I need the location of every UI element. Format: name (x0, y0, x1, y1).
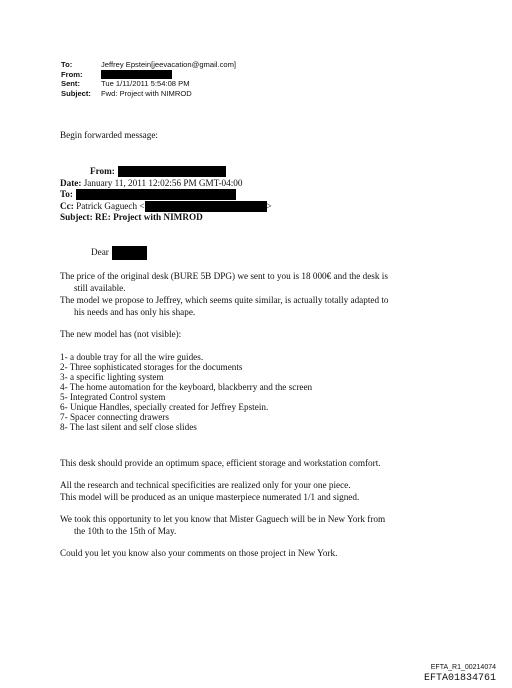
header-to-label: To: (61, 60, 73, 69)
fwd-date-value: January 11, 2011 12:02:56 PM GMT-04:00 (83, 177, 243, 188)
header-sent-value: Tue 1/11/2011 5:54:08 PM (101, 79, 190, 89)
fwd-date-row (60, 178, 272, 190)
list-item: 4- The home automation for the keyboard, blackberry and the screen (60, 382, 313, 392)
header-subject-label: Subject: (61, 88, 91, 98)
paragraph-visit (60, 514, 460, 537)
fwd-date-label: Date: (60, 177, 82, 188)
paragraph-comments: Could you let you know also your comments on those project in New York. (60, 548, 338, 558)
list-item: 6- Unique Handles, specially created for Jeffrey Epstein. (60, 402, 269, 412)
fwd-subject-row (60, 212, 272, 224)
paragraph-line: The price of the original desk (BURE 5B DPG) we sent to you is 18 000€ and the desk is (60, 271, 388, 281)
list-item: 3- a specific lighting system (60, 372, 164, 382)
fwd-subject-label: Subject: (60, 212, 93, 222)
redaction-box (118, 166, 226, 177)
fwd-cc-row (60, 201, 272, 213)
paragraph-price (60, 270, 460, 318)
header-to-row (61, 60, 236, 70)
fwd-from-row (60, 166, 272, 178)
email-header (61, 60, 236, 98)
paragraph-line: still available. (74, 283, 126, 293)
document-reference-small: EFTA_R1_00214074 (430, 664, 496, 671)
forwarded-header (60, 166, 272, 224)
redaction-box (145, 201, 267, 212)
list-item: 1- a double tray for all the wire guides. (60, 352, 204, 362)
redaction-box (101, 70, 172, 79)
list-item: 2- Three sophisticated storages for the documents (60, 362, 243, 372)
paragraph-line: his needs and has only his shape. (74, 307, 196, 317)
forward-intro: Begin forwarded message: (60, 130, 158, 140)
paragraph-line: The model we propose to Jeffrey, which seems quite similar, is actually totally adapted to (60, 295, 389, 305)
header-from-row (61, 70, 236, 80)
fwd-cc-close: > (266, 200, 272, 211)
redaction-box (112, 246, 147, 260)
header-subject-row (61, 89, 236, 99)
list-item: 8- The last silent and self close slides (60, 422, 197, 432)
feature-list (60, 352, 312, 432)
paragraph-comfort: This desk should provide an optimum space, efficient storage and workstation comfort. (60, 458, 381, 468)
paragraph-line: the 10th to the 15th of May. (74, 525, 177, 536)
paragraph-line: All the research and technical specificities are realized only for your one piece. (60, 480, 351, 490)
redaction-box (76, 189, 236, 200)
salutation-text: Dear (91, 247, 109, 258)
list-item: 5- Integrated Control system (60, 392, 166, 402)
fwd-to-label: To: (60, 189, 73, 199)
paragraph-line: This model will be produced as an unique masterpiece numerated 1/1 and signed. (60, 491, 360, 502)
paragraph-research (60, 480, 460, 503)
fwd-from-label: From: (90, 166, 115, 176)
salutation (91, 246, 147, 260)
document-reference-bates: EFTA01834761 (423, 673, 496, 684)
fwd-subject-value: RE: Project with NIMROD (94, 212, 203, 222)
paragraph-line: We took this opportunity to let you know that Mister Gaguech will be in New York from (60, 514, 386, 524)
fwd-cc-value: Patrick Gaguech < (76, 200, 145, 211)
header-from-label: From: (61, 69, 83, 79)
list-intro: The new model has (not visible): (60, 329, 182, 339)
header-sent-row (61, 79, 236, 89)
fwd-to-row (60, 189, 272, 201)
list-item: 7- Spacer connecting drawers (60, 412, 169, 422)
header-sent-label: Sent: (61, 79, 80, 89)
header-subject-value: Fwd: Project with NIMROD (101, 88, 192, 98)
fwd-cc-label: Cc: (60, 200, 74, 211)
header-to-value: Jeffrey Epstein[jeevacation@gmail.com] (101, 60, 237, 69)
